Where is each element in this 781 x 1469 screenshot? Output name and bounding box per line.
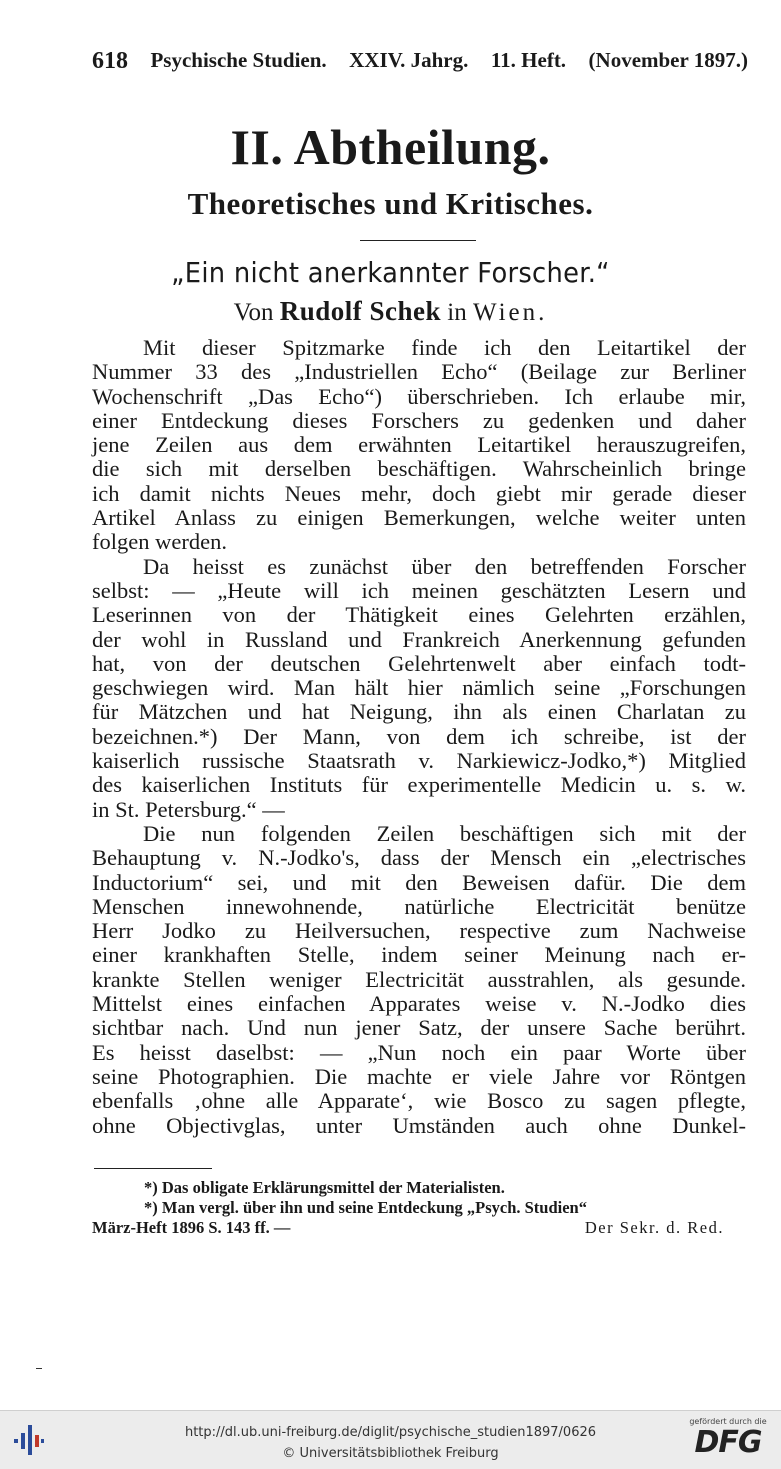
footnote-2-reference: März-Heft 1896 S. 143 ff. — (92, 1218, 291, 1237)
body-line: ebenfalls ‚ohne alle Apparate‘, wie Bosco zu sagen pflegte, (92, 1088, 746, 1114)
journal-name: Psychische Studien. (150, 48, 327, 72)
viewer-footer (0, 1410, 781, 1469)
section-title: II. Abtheilung. (230, 119, 551, 175)
dfg-logo-icon (687, 1417, 769, 1460)
body-line: sichtbar nach. Und nun jener Satz, der unsere Sache berührt. (92, 1015, 746, 1041)
body-line: Wochenschrift „Das Echo“) überschrieben. Ich erlaube mir, (92, 383, 746, 409)
section-subtitle: Theoretisches und Kritisches. (187, 186, 594, 221)
body-line: ohne Objectivglas, unter Umständen auch ohne Dunkel- (92, 1112, 746, 1138)
body-line: des kaiserlichen Instituts für experimentelle Medicin u. s. w. (92, 772, 746, 798)
dfg-wordmark: DFG (694, 1425, 762, 1460)
body-line: Mittelst eines einfachen Apparates weise v. N.-Jodko dies (92, 991, 746, 1017)
body-line: bezeichnen.*) Der Mann, von dem ich schreibe, ist der (92, 723, 746, 749)
body-line: die sich mit derselben beschäftigen. Wahrscheinlich bringe (92, 456, 746, 482)
page-number: 618 (92, 48, 128, 74)
body-line: Inductorium“ sei, und mit den Beweisen dafür. Die dem (92, 869, 746, 895)
article-title: „Ein nicht anerkannter Forscher.“ (171, 256, 610, 289)
body-line: Behauptung v. N.-Jodko's, dass der Mensch ein „electrisches (92, 845, 746, 871)
body-line: seine Photographien. Die machte er viele Jahre vor Röntgen (92, 1063, 746, 1089)
body-line: Mit dieser Spitzmarke finde ich den Leitartikel der (143, 335, 746, 360)
author-name: Rudolf Schek (279, 296, 442, 326)
article-body (92, 336, 746, 1138)
body-line: Die nun folgenden Zeilen beschäftigen sich mit der (143, 820, 746, 846)
body-line: geschwiegen wird. Man hält hier nämlich seine „Forschungen (92, 675, 746, 701)
body-line: Leserinnen von der Thätigkeit eines Gelehrten erzählen, (92, 602, 746, 628)
body-line: jene Zeilen aus dem erwähnten Leitartikel herauszugreifen, (92, 432, 746, 458)
footnote-divider (94, 1168, 212, 1169)
footnote-1: *) Das obligate Erklärungsmittel der Materialisten. (144, 1178, 505, 1197)
body-line: Nummer 33 des „Industriellen Echo“ (Beilage zur Berliner (92, 359, 746, 385)
footnote-2: *) Man vergl. über ihn und seine Entdeckung „Psych. Studien“ (144, 1198, 587, 1217)
journal-volume: XXIV. Jahrg. (349, 48, 469, 72)
journal-date: (November 1897.) (588, 48, 748, 72)
body-line: Es heisst daselbst: — „Nun noch ein paar Worte über (92, 1039, 746, 1065)
body-line: Menschen innewohnende, natürliche Electricität benütze (92, 893, 746, 919)
body-line: einer Entdeckung dieses Forschers zu gedenken und daher (92, 407, 746, 433)
dfg-caption: gefördert durch die (689, 1417, 767, 1426)
body-line: hat, von der deutschen Gelehrtenwelt aber einfach todt- (92, 650, 746, 676)
document-url[interactable]: http://dl.ub.uni-freiburg.de/diglit/psychische_studien1897/0626 (184, 1425, 597, 1440)
body-line: einer krankhaften Stelle, indem seiner Meinung nach er- (92, 942, 746, 968)
footnote-signature: Der Sekr. d. Red. (584, 1218, 724, 1237)
body-line: kaiserlich russische Staatsrath v. Narkiewicz-Jodko,*) Mitglied (92, 748, 746, 774)
journal-issue: 11. Heft. (490, 48, 567, 72)
body-line: Herr Jodko zu Heilversuchen, respective zum Nachweise (92, 918, 746, 944)
body-line: selbst: — „Heute will ich meinen geschätzten Lesern und (92, 577, 746, 603)
author-place: Wien. (472, 299, 548, 326)
copyright-notice: © Universitätsbibliothek Freiburg (282, 1446, 499, 1461)
footnote-2-continued (92, 1218, 746, 1238)
margin-mark (36, 1368, 42, 1369)
body-line: Artikel Anlass zu einigen Bemerkungen, welche weiter unten (92, 505, 746, 531)
body-line: für Mätzchen und hat Neigung, ihn als einen Charlatan zu (92, 699, 746, 725)
body-line: krankte Stellen weniger Electricität ausstrahlen, als gesunde. (92, 966, 746, 992)
running-head (92, 48, 748, 75)
body-line: der wohl in Russland und Frankreich Anerkennung gefunden (92, 626, 746, 652)
footnotes (92, 1178, 746, 1238)
byline (0, 296, 781, 327)
title-divider (360, 240, 476, 241)
byline-prefix: Von (233, 299, 274, 326)
byline-mid: in (447, 299, 467, 326)
body-line: in St. Petersburg.“ — (92, 796, 285, 822)
body-line: Da heisst es zunächst über den betreffenden Forscher (143, 553, 746, 579)
body-line: folgen werden. (92, 529, 227, 555)
body-line: ich damit nichts Neues mehr, doch giebt mir gerade dieser (92, 480, 746, 506)
